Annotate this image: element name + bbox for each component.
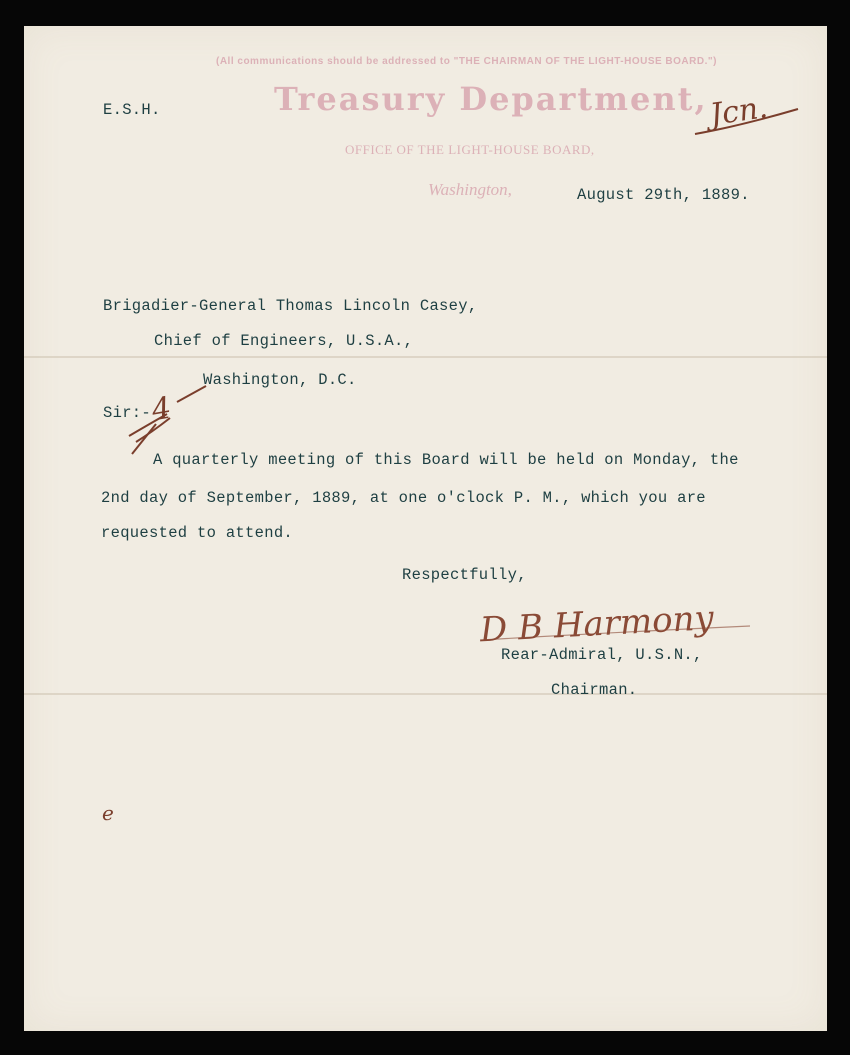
recipient-title: Chief of Engineers, U.S.A., (154, 332, 414, 350)
salutation-mark-strokes (122, 380, 212, 460)
recipient-city: Washington, D.C. (203, 371, 357, 389)
signer-rank: Rear-Admiral, U.S.N., (501, 646, 703, 664)
letterhead-place: Washington, (428, 180, 512, 199)
salutation: Sir:- (103, 404, 152, 422)
initials-underline-stroke (690, 104, 810, 144)
closing: Respectfully, (402, 566, 527, 584)
letterhead-office: OFFICE OF THE LIGHT-HOUSE BOARD, (345, 142, 595, 157)
fold-line-upper (24, 356, 827, 358)
body-line-3: requested to attend. (101, 524, 294, 542)
svg-text:D B Harmony: D B Harmony (478, 598, 715, 651)
handwritten-mark: 4 (149, 390, 174, 429)
recipient-name: Brigadier-General Thomas Lincoln Casey, (103, 297, 478, 315)
letterhead-notice: (All communications should be addressed to "THE CHAIRMAN OF THE LIGHT-HOUSE BOARD.") (216, 56, 717, 67)
letter-date: August 29th, 1889. (577, 186, 750, 204)
margin-handwritten-mark: e (102, 801, 114, 825)
body-line-1: A quarterly meeting of this Board will be held on Monday, the (153, 451, 739, 469)
body-line-2: 2nd day of September, 1889, at one o'clock P. M., which you are (101, 489, 706, 507)
fold-line-lower (24, 693, 827, 695)
signer-position: Chairman. (551, 681, 638, 699)
reference-initials: E.S.H. (103, 101, 161, 119)
handwritten-initials: Jcn. (707, 90, 770, 133)
letterhead-department: Treasury Department, (274, 80, 708, 118)
